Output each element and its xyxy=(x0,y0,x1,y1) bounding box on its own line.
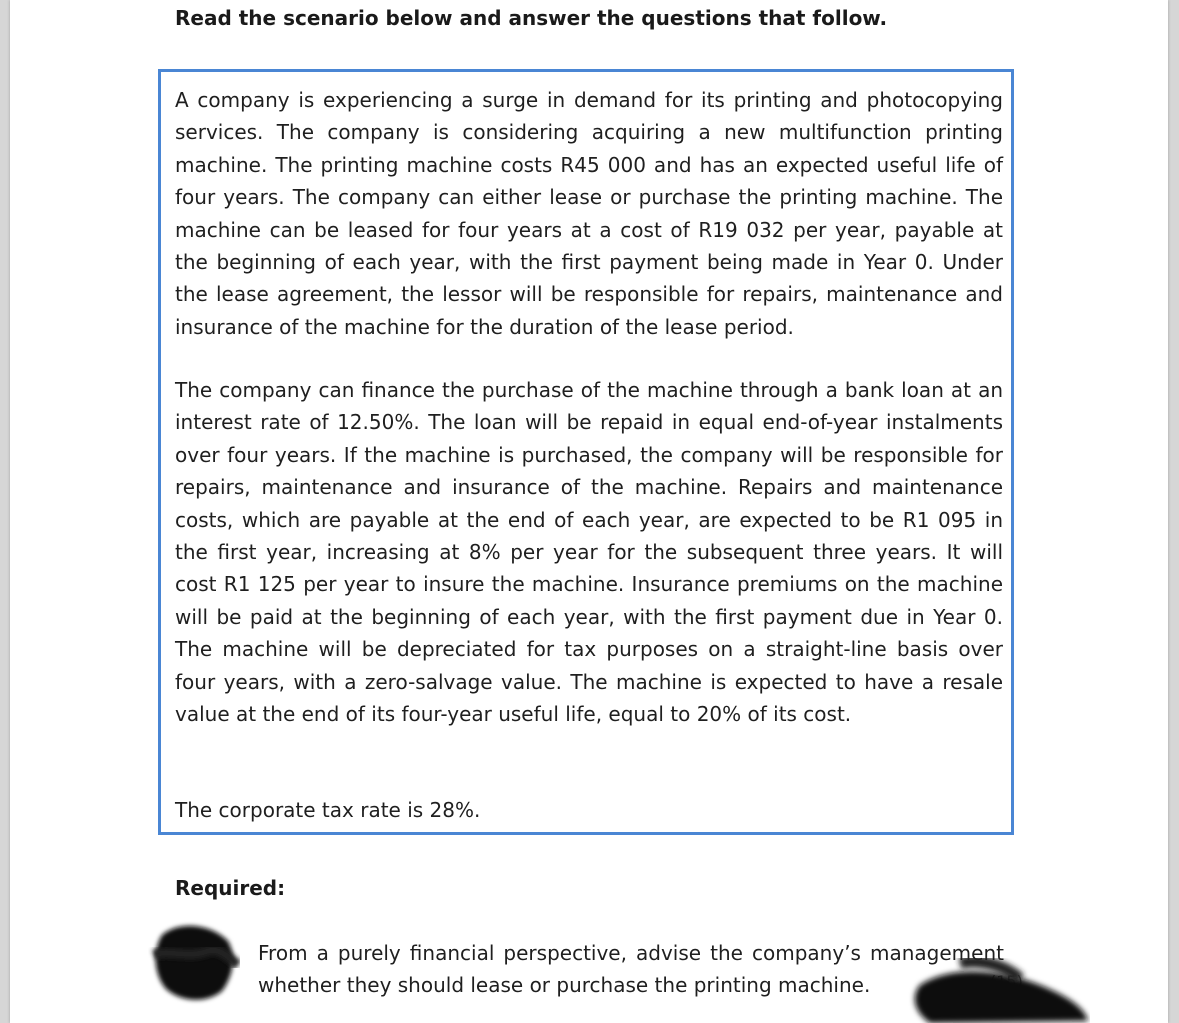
required-heading: Required: xyxy=(175,876,286,900)
scenario-paragraph-tax: The corporate tax rate is 28%. xyxy=(175,798,481,822)
redaction-scribble-icon xyxy=(148,915,240,1007)
redaction-scribble-icon xyxy=(890,955,1090,1023)
scenario-paragraph-lease: A company is experiencing a surge in demand for its printing and photocopying services. The company is considering acquiring a new multifunction printing machine. The printing machine costs R45 000 and has an expected useful life of four years. The company can either lease or purchase the printing machine. The machine can be leased for four years at a cost of R19 032 per year, payable at the beginning of each year, with the first payment being made in Year 0. Under the lease agreement, the lessor will be responsible for repairs, maintenance and insurance of the machine for the duration of the lease period. xyxy=(175,88,1003,339)
scenario-box xyxy=(158,69,1014,835)
document-page xyxy=(10,0,1168,1023)
question-text: From a purely financial perspective, advise the company’s management whether they should lease or purchase the printing machine. xyxy=(258,941,1004,997)
scenario-paragraph-purchase: The company can finance the purchase of the machine through a bank loan at an interest rate of 12.50%. The loan will be repaid in equal end-of-year instalments over four years. If the machine is purchased, the company will be responsible for repairs, maintenance and insurance of the machine. Repairs and maintenance costs, which are payable at the end of each year, are expected to be R1 095 in the first year, increasing at 8% per year for the subsequent three years. It will cost R1 125 per year to insure the machine. Insurance premiums on the machine will be paid at the beginning of each year, with the first payment due in Year 0. The machine will be depreciated for tax purposes on a straight-line basis over four years, with a zero-salvage value. The machine is expected to have a resale value at the end of its four-year useful life, equal to 20% of its cost. xyxy=(175,378,1003,727)
instruction-heading: Read the scenario below and answer the questions that follow. xyxy=(175,6,888,30)
